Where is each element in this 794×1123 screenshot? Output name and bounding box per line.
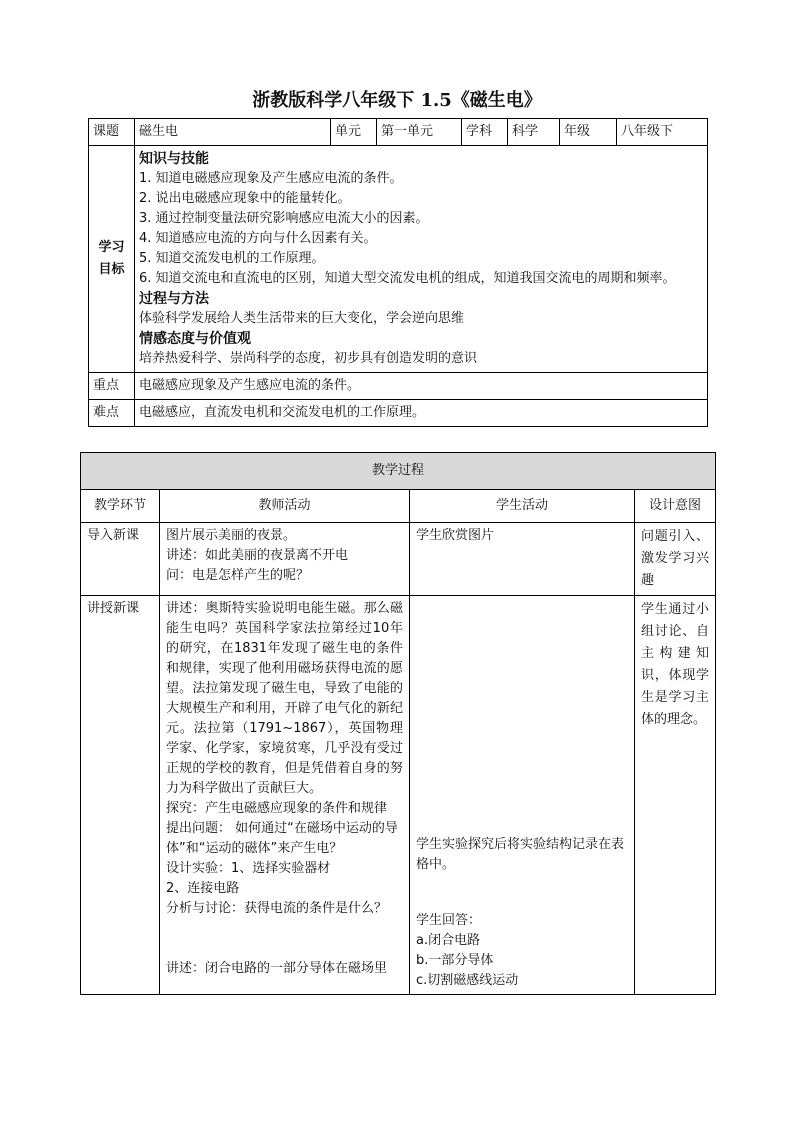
knowledge-item: 3. 通过控制变量法研究影响感应电流大小的因素。 <box>139 211 429 226</box>
knowledge-item: 6. 知道交流电和直流电的区别，知道大型交流发电机的组成，知道我国交流电的周期和频率。 <box>139 271 676 286</box>
topic-value: 磁生电 <box>135 119 331 146</box>
intent-cell: 问题引入、激发学习兴趣 <box>635 523 716 596</box>
col-header-student: 学生活动 <box>410 490 635 523</box>
student-cell: 学生欣赏图片 <box>410 523 635 596</box>
student-answer-c: c.切割磁感线运动 <box>416 973 519 988</box>
goals-label-line2: 目标 <box>98 262 125 277</box>
process-header-row <box>81 490 716 523</box>
col-header-stage: 教学环节 <box>81 490 160 523</box>
difficulty-text: 电磁感应，直流发电机和交流发电机的工作原理。 <box>135 400 708 427</box>
key-point-label: 重点 <box>89 373 135 400</box>
knowledge-item: 1. 知道电磁感应现象及产生感应电流的条件。 <box>139 171 403 186</box>
unit-label: 单元 <box>331 119 377 146</box>
table-row <box>81 523 716 596</box>
col-header-intent: 设计意图 <box>635 490 716 523</box>
process-title: 教学过程 <box>81 453 716 490</box>
teacher-intro: 讲述：奥斯特实验说明电能生磁。那么磁能生电吗？英国科学家法拉第经过10年的研究，在1831年发现了磁生电的条件和规律，实现了他利用磁场获得电流的愿望。法拉第发现了磁生电，导致了电能的大规模生产和利用，开辟了电气化的新纪元。法拉第（1791~1867），英国物理学家、化学家，家境贫寒，几乎没有受过正规的学校的教育，但是凭借着自身的努力为科学做出了贡献巨大。 <box>166 601 403 796</box>
difficulty-row <box>89 400 708 427</box>
teacher-line: 讲述：如此美丽的夜景离不开电 <box>166 548 349 563</box>
spacer <box>416 901 628 911</box>
student-answer-b: b.一部分导体 <box>416 953 494 968</box>
spacer <box>416 875 628 901</box>
stage-cell: 导入新课 <box>81 523 160 596</box>
teacher-explore: 探究：产生电磁感应现象的条件和规律 <box>166 801 388 816</box>
teacher-line: 问：电是怎样产生的呢？ <box>166 568 310 583</box>
teacher-cell <box>160 523 410 596</box>
teaching-process-table <box>80 452 716 995</box>
spacer <box>166 919 403 959</box>
col-header-teacher: 教师活动 <box>160 490 410 523</box>
knowledge-heading: 知识与技能 <box>139 151 209 167</box>
process-title-row <box>81 453 716 490</box>
goals-label <box>89 146 135 373</box>
grade-label: 年级 <box>560 119 617 146</box>
table-row <box>81 596 716 995</box>
topic-label: 课题 <box>89 119 135 146</box>
teacher-cell <box>160 596 410 995</box>
difficulty-label: 难点 <box>89 400 135 427</box>
key-point-row <box>89 373 708 400</box>
attitude-text: 培养热爱科学、崇尚科学的态度，初步具有创造发明的意识 <box>139 351 478 366</box>
teacher-design-step1: 设计实验：1、选择实验器材 <box>166 861 331 876</box>
knowledge-item: 2. 说出电磁感应现象中的能量转化。 <box>139 191 351 206</box>
goals-label-line1: 学习 <box>98 240 125 255</box>
student-record: 学生实验探究后将实验结构记录在表格中。 <box>416 837 625 872</box>
subject-value: 科学 <box>508 119 560 146</box>
key-point-text: 电磁感应现象及产生感应电流的条件。 <box>135 373 708 400</box>
lesson-info-table <box>88 118 708 427</box>
process-heading: 过程与方法 <box>139 291 209 307</box>
teacher-analysis: 分析与讨论：获得电流的条件是什么？ <box>166 901 388 916</box>
intent-cell: 学生通过小组讨论、自主构建知识，体现学生是学习主体的理念。 <box>635 596 716 995</box>
subject-label: 学科 <box>462 119 508 146</box>
teacher-line: 图片展示美丽的夜景。 <box>166 528 297 543</box>
student-answer: 学生回答： <box>416 913 482 928</box>
unit-value: 第一单元 <box>377 119 462 146</box>
process-text: 体验科学发展给人类生活带来的巨大变化，学会逆向思维 <box>139 311 465 326</box>
grade-value: 八年级下 <box>617 119 708 146</box>
goals-row <box>89 146 708 373</box>
stage-cell: 讲授新课 <box>81 596 160 995</box>
document-title: 浙教版科学八年级下 1.5《磁生电》 <box>252 90 542 111</box>
teacher-question: 提出问题： 如何通过“在磁场中运动的导体”和“运动的磁体”来产生电？ <box>166 821 398 856</box>
spacer <box>416 599 628 835</box>
teacher-design-step2: 2、连接电路 <box>166 881 240 896</box>
teacher-last-line: 讲述：闭合电路的一部分导体在磁场里 <box>166 961 388 976</box>
info-row <box>89 119 708 146</box>
attitude-heading: 情感态度与价值观 <box>139 331 251 347</box>
knowledge-item: 4. 知道感应电流的方向与什么因素有关。 <box>139 231 377 246</box>
knowledge-item: 5. 知道交流发电机的工作原理。 <box>139 251 325 266</box>
student-answer-a: a.闭合电路 <box>416 933 481 948</box>
goals-content <box>135 146 708 373</box>
student-cell <box>410 596 635 995</box>
